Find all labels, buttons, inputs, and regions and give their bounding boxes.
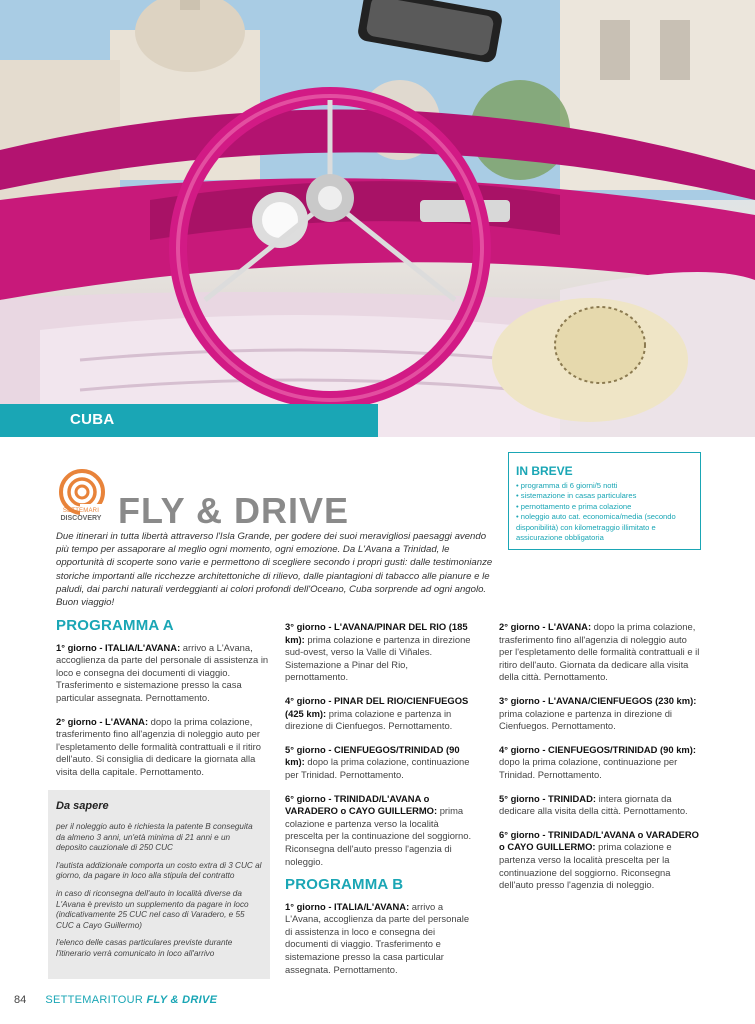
hero-photo — [0, 0, 755, 437]
day-heading: 3° giorno - L'AVANA/PINAR DEL RIO (185 km): — [285, 621, 468, 645]
day-text: prima colazione e partenza verso la località prescelta per la continuazione del soggiorno. Riconsegna dell'auto presso l'agenzia di noleggio. — [285, 805, 472, 867]
day-entry — [285, 744, 473, 782]
day-entry — [56, 642, 270, 705]
day-heading: 4° giorno - PINAR DEL RIO/CIENFUEGOS (425 km): — [285, 694, 469, 719]
destination-tag: CUBA — [0, 404, 378, 437]
day-entry — [499, 621, 702, 684]
list-item: • sistemazione in casas particulares — [516, 491, 692, 501]
day-entry — [499, 744, 702, 782]
programma-b-title: PROGRAMMA B — [285, 876, 404, 894]
list-item: • noleggio auto cat. economica/media (secondo disponibilità) con kilometraggio illimitato e assicurazione obbligatoria — [516, 512, 692, 543]
page-number: 84 — [14, 994, 27, 1006]
day-heading: 2° giorno - L'AVANA: — [56, 715, 149, 727]
day-text: dopo la prima colazione, continuazione per Trinidad. Pernottamento. — [285, 756, 470, 780]
list-item: • pernottamento e prima colazione — [516, 502, 692, 512]
day-entry — [499, 793, 702, 818]
day-heading: 5° giorno - CIENFUEGOS/TRINIDAD (90 km): — [285, 743, 460, 768]
da-sapere-box — [48, 790, 270, 979]
day-text: dopo la prima colazione, trasferimento fino all'agenzia di noleggio auto per l'espletamento delle formalità contrattuali e il ritiro dell'auto. Giornata da dedicare alla visita della città. Pernottamento. — [499, 621, 700, 683]
intro-text: Due itinerari in tutta libertà attraverso l'Isla Grande, per godere dei suoi meravigliosi paesaggi avendo più tempo per assaporare al meglio ogni momento, ogni emozione. Da L'Avana a Trinidad, le opportunità di scoperte sono varie e permettono di scegliere secondo i propri gusti: dalle testimonianze storiche importanti alle ricchezze architettoniche di rilievo, dalle piantagioni di tabacco alle pianure e le paludi, dai parchi naturali verdeggianti ai colori profondi dell'Oceano, Cuba sorprende ad ogni angolo. Buon viaggio! — [56, 531, 493, 609]
day-entry — [285, 901, 473, 977]
day-text: dopo la prima colazione, continuazione per Trinidad. Pernottamento. — [499, 756, 678, 780]
day-text: intera giornata da dedicare alla visita della città. Pernottamento. — [499, 792, 688, 817]
day-text: arrivo a L'Avana, accoglienza da parte del personale di assistenza in loco e consegna dei documenti di viaggio. Trasferimento e sistemazione presso la casa particular assegnata. Pernottamento. — [285, 900, 470, 975]
logo-line1: SETTEMARI — [62, 508, 100, 514]
in-breve-title: IN BREVE — [516, 464, 573, 478]
day-entry — [499, 695, 702, 733]
column-1 — [56, 617, 270, 790]
footer-brand — [45, 994, 217, 1006]
day-heading: 3° giorno - L'AVANA/CIENFUEGOS (230 km): — [499, 694, 697, 706]
car-interior-illustration — [0, 0, 755, 437]
da-sapere-title: Da sapere — [56, 800, 109, 812]
day-entry — [56, 716, 270, 779]
day-entry — [499, 829, 702, 892]
day-heading: 6° giorno - TRINIDAD/L'AVANA o VARADERO o CAYO GUILLERMO: — [499, 828, 699, 853]
footer-brand-prefix: SETTEMARITOUR — [45, 994, 144, 1006]
programma-a-title: PROGRAMMA A — [56, 617, 174, 634]
day-text: prima colazione e partenza in direzione di Cienfuegos. Pernottamento. — [499, 707, 673, 732]
day-text: prima colazione e partenza in direzione sud-ovest, verso la Valle di Viñales. Sistemazione a Pinar del Rio, pernottamento. — [285, 633, 471, 683]
logo-line2: DISCOVERY — [60, 515, 102, 522]
column-2 — [285, 621, 473, 987]
day-heading: 1° giorno - ITALIA/L'AVANA: — [285, 900, 410, 912]
list-item: per il noleggio auto è richiesta la patente B conseguita da almeno 3 anni, un'età minima di 21 anni e un deposito cauzionale di 250 CUC — [56, 822, 253, 853]
list-item: in caso di riconsegna dell'auto in località diverse da L'Avana è previsto un supplemento da pagare in loco (indicativamente 25 CUC nel caso di Varadero, e 55 CUC a Cayo Guillermo) — [56, 888, 249, 930]
day-text: arrivo a L'Avana, accoglienza da parte del personale di assistenza in loco e consegna dei documenti di viaggio. Trasferimento e sistemazione presso la casa particular assegnata. Pernottamento. — [56, 641, 269, 703]
day-text: dopo la prima colazione, trasferimento fino all'agenzia di noleggio auto per l'espletamento delle formalità contrattuali e il ritiro dell'auto. Si consiglia di dedicare la giornata alla visita della capitale. Pernottamento. — [56, 715, 262, 777]
day-entry — [285, 621, 473, 684]
day-text: prima colazione e partenza in direzione di Cienfuegos. Pernottamento. — [285, 707, 453, 732]
day-heading: 5° giorno - TRINIDAD: — [499, 792, 596, 804]
list-item: l'elenco delle casas particulares previste durante l'itinerario verrà comunicato in loco all'arrivo — [56, 938, 233, 958]
list-item: l'autista addizionale comporta un costo extra di 3 CUC al giorno, da pagare in loco alla stipula del contratto — [56, 860, 262, 881]
day-heading: 6° giorno - TRINIDAD/L'AVANA o VARADERO o CAYO GUILLERMO: — [285, 792, 438, 817]
list-item: • programma di 6 giorni/5 notti — [516, 481, 692, 491]
footer-brand-title: FLY & DRIVE — [146, 994, 218, 1006]
day-entry — [285, 793, 473, 869]
day-heading: 4° giorno - CIENFUEGOS/TRINIDAD (90 km): — [499, 743, 696, 755]
day-heading: 1° giorno - ITALIA/L'AVANA: — [56, 641, 181, 653]
page-footer — [14, 994, 217, 1006]
column-3 — [499, 621, 702, 903]
page-title: FLY & DRIVE — [118, 490, 350, 531]
in-breve-box — [508, 452, 701, 550]
day-heading: 2° giorno - L'AVANA: — [499, 621, 592, 632]
day-text: prima colazione e partenza verso la località prescelta per la continuazione del soggiorno. Riconsegna dell'auto presso l'agenzia di noleggio. — [499, 841, 672, 891]
day-entry — [285, 695, 473, 733]
in-breve-list — [516, 481, 692, 543]
